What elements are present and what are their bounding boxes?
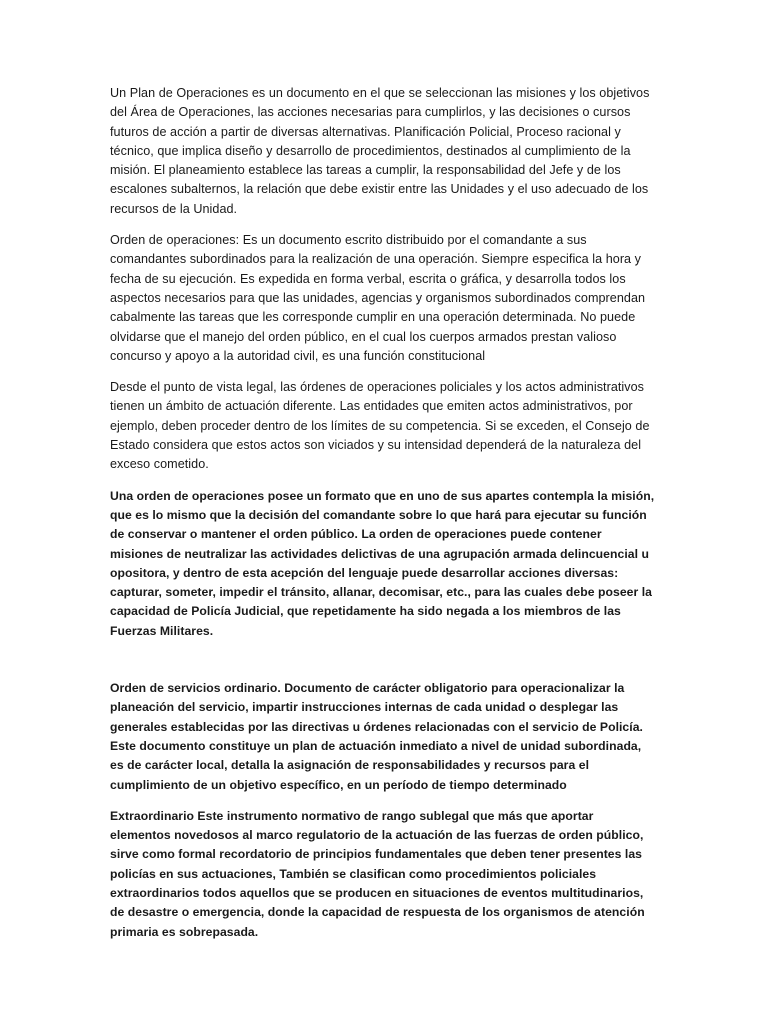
paragraph-extraordinario: Extraordinario Este instrumento normativo de rango sublegal que más que aportar elementos novedosos al marco regulatorio de la actuación de las fuerzas de orden público, sirve como formal recordatorio de principios fundamentales que deben tener presentes las policías en sus actuaciones, También se clasifican como procedimientos policiales extraordinarios todos aquellos que se producen en situaciones de eventos multitudinarios, de desastre o emergencia, donde la capacidad de respuesta de los organismos de atención primaria es sobrepasada. xyxy=(110,808,645,939)
document-page xyxy=(110,84,655,954)
paragraph-punto-de-vista-legal: Desde el punto de vista legal, las órdenes de operaciones policiales y los actos administrativos tienen un ámbito de actuación diferente. Las entidades que emiten actos administrativos, por ejemplo, deben proceder dentro de los límites de su competencia. Si se exceden, el Consejo de Estado considera que estos actos son viciados y su intensidad dependerá de la naturaleza del exceso cometido. xyxy=(110,380,650,472)
paragraph-orden-de-operaciones: Orden de operaciones: Es un documento escrito distribuido por el comandante a sus comandantes subordinados para la realización de una operación. Siempre especifica la hora y fecha de su ejecución. Es expedida en forma verbal, escrita o gráfica, y desarrolla todos los aspectos necesarios para que las unidades, agencias y organismos subordinados comprendan cabalmente las tareas que les corresponde cumplir en una operación determinada. No puede olvidarse que el manejo del orden público, en el cual los cuerpos armados prestan valioso concurso y apoyo a la autoridad civil, es una función constitucional xyxy=(110,233,646,363)
paragraph-plan-de-operaciones: Un Plan de Operaciones es un documento en el que se seleccionan las misiones y los objetivos del Área de Operaciones, las acciones necesarias para cumplirlos, y las decisiones o cursos futuros de acción a partir de diversas alternativas. Planificación Policial, Proceso racional y técnico, que implica diseño y desarrollo de procedimientos, destinados al cumplimiento de la misión. El planeamiento establece las tareas a cumplir, la responsabilidad del Jefe y de los escalones subalternos, la relación que debe existir entre las Unidades y el uso adecuado de los recursos de la Unidad. xyxy=(110,86,650,216)
paragraph-formato-orden: Una orden de operaciones posee un formato que en uno de sus apartes contempla la misión, que es lo mismo que la decisión del comandante sobre lo que hará para ejecutar su función de conservar o mantener el orden público. La orden de operaciones puede contener misiones de neutralizar las actividades delictivas de una agrupación armada delincuencial u opositora, y dentro de esta acepción del lenguaje puede desarrollar acciones diversas: capturar, someter, impedir el tránsito, allanar, decomisar, etc., para las cuales debe poseer la capacidad de Policía Judicial, que repetidamente ha sido negada a los miembros de las Fuerzas Militares. xyxy=(110,488,655,638)
paragraph-orden-de-servicios-ordinario: Orden de servicios ordinario. Documento de carácter obligatorio para operacionalizar la planeación del servicio, impartir instrucciones internas de cada unidad o desplegar las generales establecidas por las directivas u órdenes relacionadas con el servicio de Policía. Este documento constituye un plan de actuación inmediato a nivel de unidad subordinada, es de carácter local, detalla la asignación de responsabilidades y recursos para el cumplimiento de un objetivo específico, en un período de tiempo determinado xyxy=(110,681,643,792)
paragraph-spacer xyxy=(110,653,655,679)
